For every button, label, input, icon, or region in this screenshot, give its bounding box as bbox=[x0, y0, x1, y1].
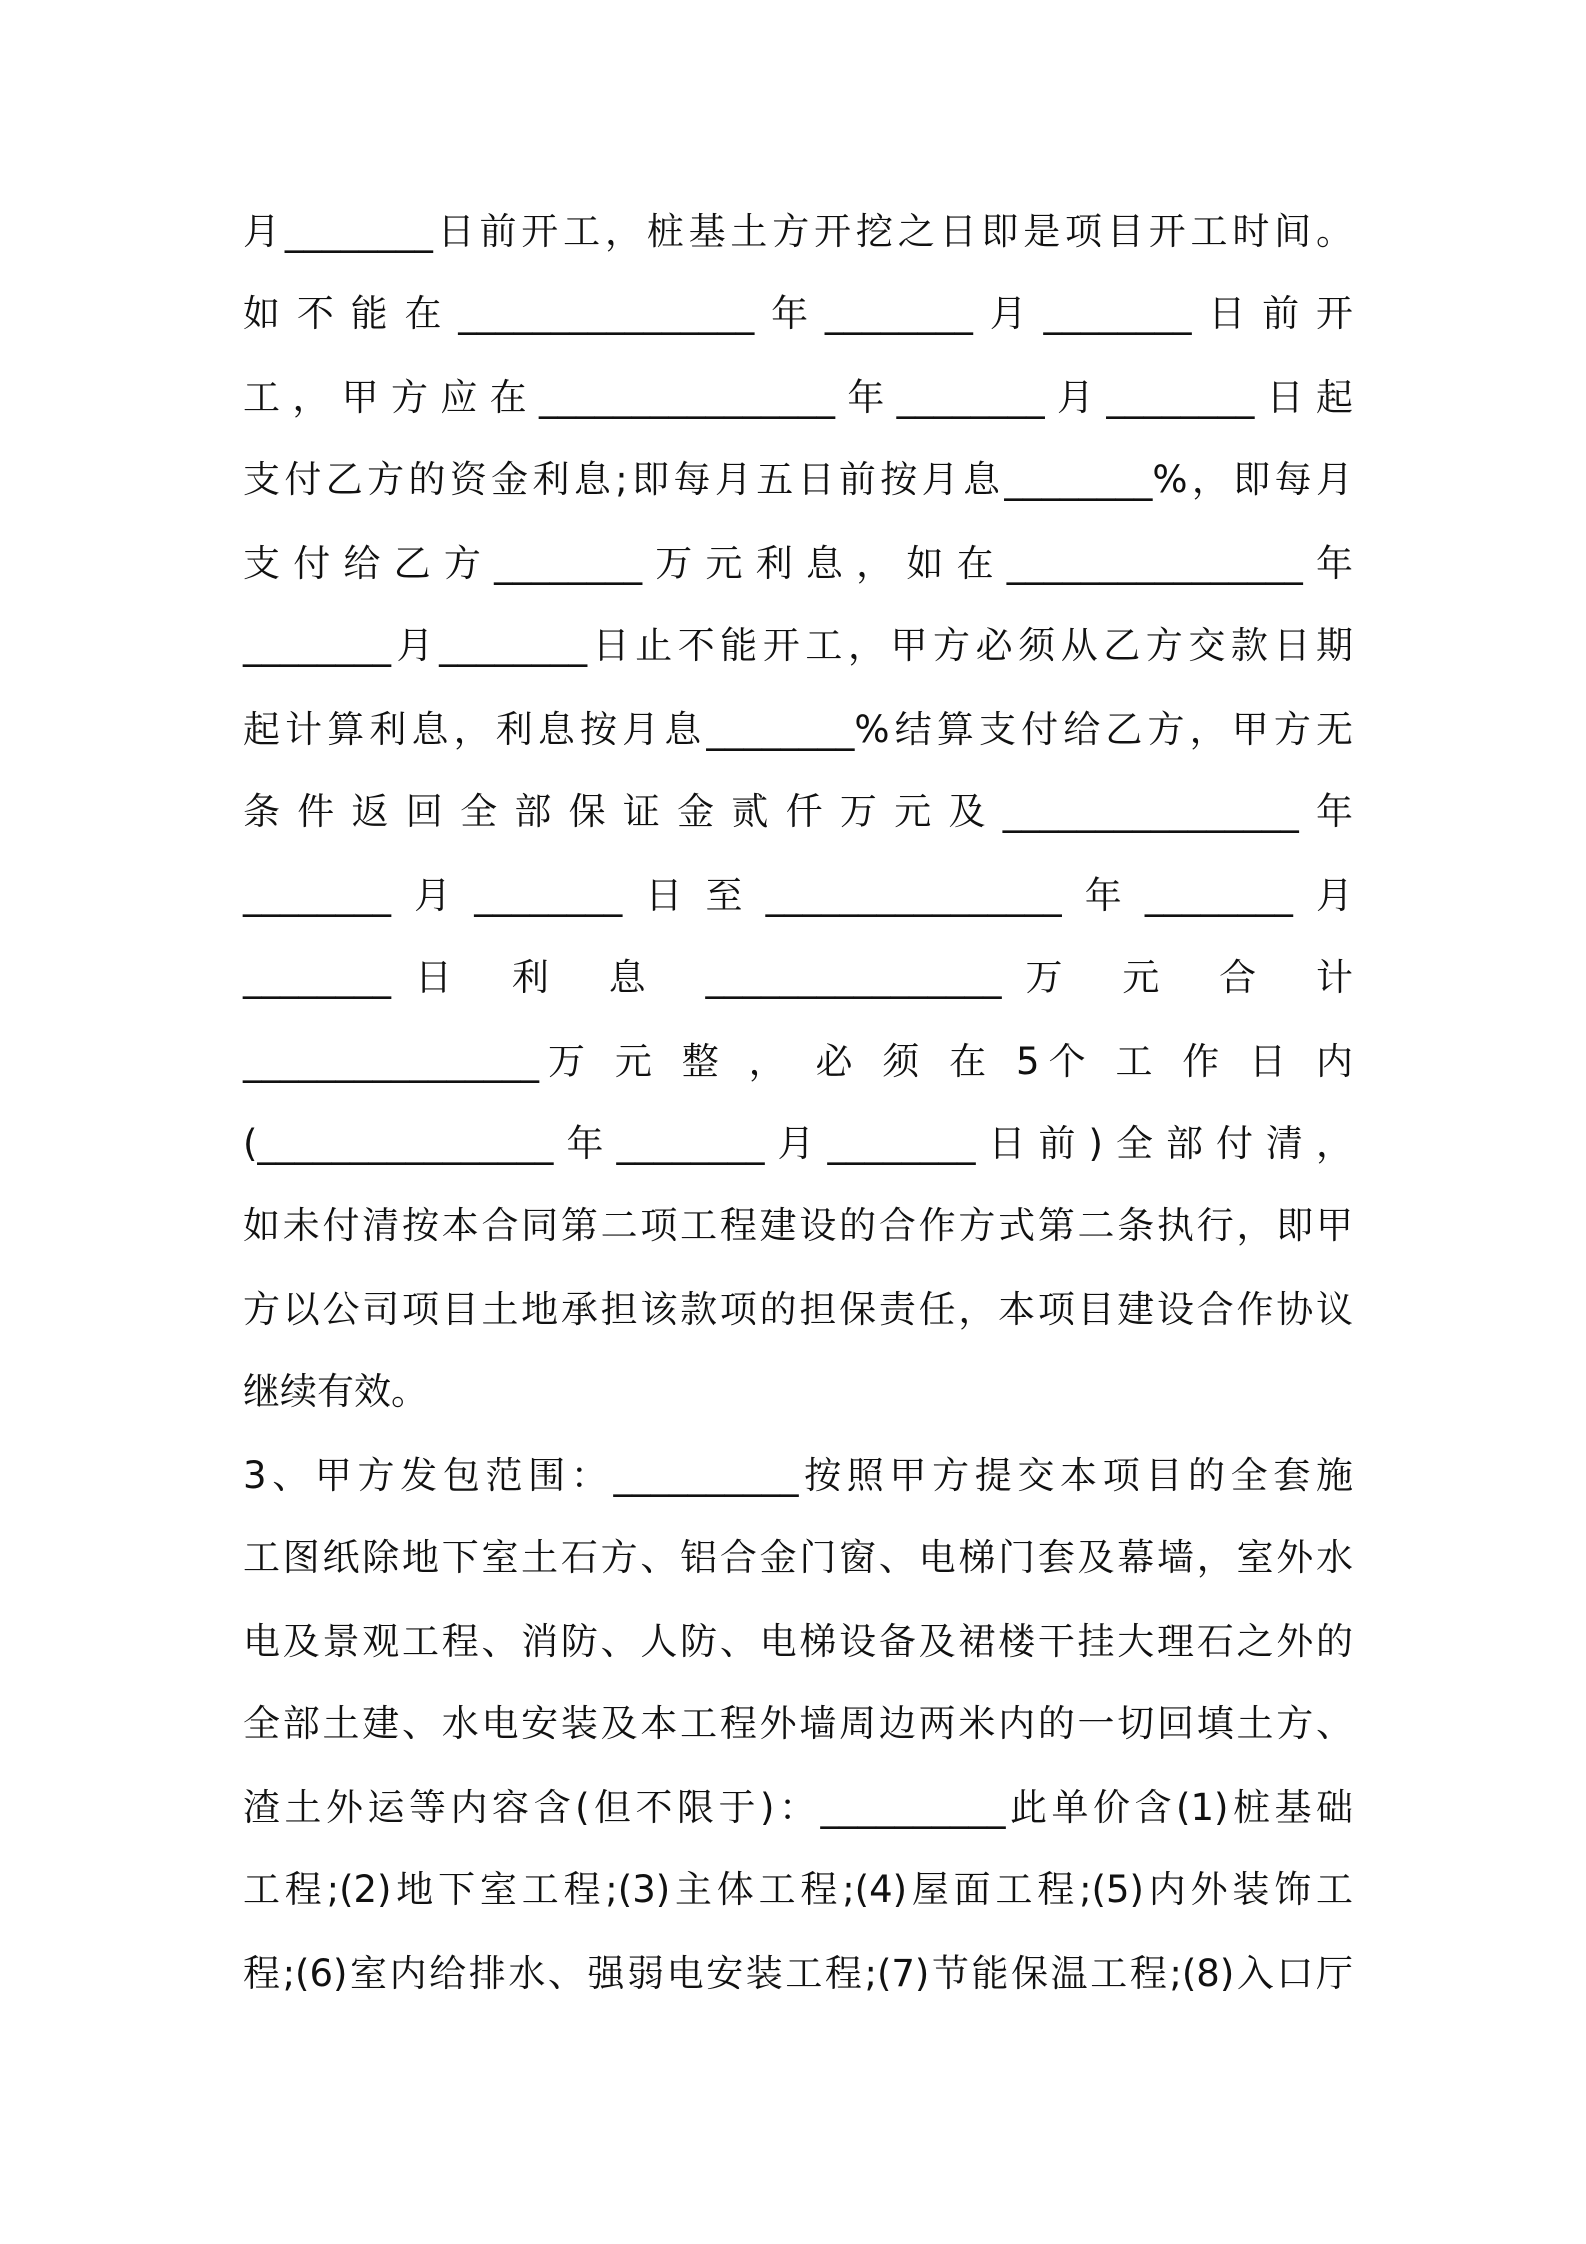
text-line-16: 3、甲方发包范围：__________按照甲方提交本项目的全套施 bbox=[243, 1454, 1353, 1497]
text-line-10: ________日 利 息 ________________万 元 合 计 bbox=[243, 956, 1353, 999]
text-line-8: 条件返回全部保证金贰仟万元及________________年 bbox=[243, 790, 1353, 833]
text-line-7: 起计算利息，利息按月息________%结算支付给乙方，甲方无 bbox=[243, 708, 1353, 751]
text-line-4: 支付乙方的资金利息;即每月五日前按月息________%，即每月 bbox=[243, 458, 1353, 501]
text-line-13: 如未付清按本合同第二项工程建设的合作方式第二条执行，即甲 bbox=[243, 1204, 1353, 1247]
text-line-18: 电及景观工程、消防、人防、电梯设备及裙楼干挂大理石之外的 bbox=[243, 1620, 1353, 1663]
text-line-6: ________月________日止不能开工，甲方必须从乙方交款日期 bbox=[243, 624, 1353, 667]
text-line-12: (________________年________月________日前)全部付清， bbox=[243, 1122, 1353, 1165]
text-line-1: 月________日前开工，桩基土方开挖之日即是项目开工时间。 bbox=[243, 210, 1353, 253]
text-line-11: ________________万 元 整 ， 必 须 在 5个 工 作 日 内 bbox=[243, 1040, 1353, 1083]
text-line-20: 渣土外运等内容含(但不限于)：__________此单价含(1)桩基础 bbox=[243, 1786, 1353, 1829]
text-line-3: 工，甲方应在________________年________月________日起 bbox=[243, 376, 1353, 419]
text-line-2: 如不能在________________年________月________日前开 bbox=[243, 292, 1353, 335]
text-line-9: ________月________日至________________年________月 bbox=[243, 874, 1353, 917]
text-line-19: 全部土建、水电安装及本工程外墙周边两米内的一切回填土方、 bbox=[243, 1702, 1353, 1745]
text-line-14: 方以公司项目土地承担该款项的担保责任，本项目建设合作协议 bbox=[243, 1288, 1353, 1331]
text-line-22: 程;(6)室内给排水、强弱电安装工程;(7)节能保温工程;(8)入口厅 bbox=[243, 1952, 1353, 1995]
text-line-21: 工程;(2)地下室工程;(3)主体工程;(4)屋面工程;(5)内外装饰工 bbox=[243, 1868, 1353, 1911]
text-line-17: 工图纸除地下室土石方、铝合金门窗、电梯门套及幕墙，室外水 bbox=[243, 1536, 1353, 1579]
text-line-5: 支付给乙方________万元利息，如在________________年 bbox=[243, 542, 1353, 585]
text-line-15: 继续有效。 bbox=[243, 1370, 428, 1413]
